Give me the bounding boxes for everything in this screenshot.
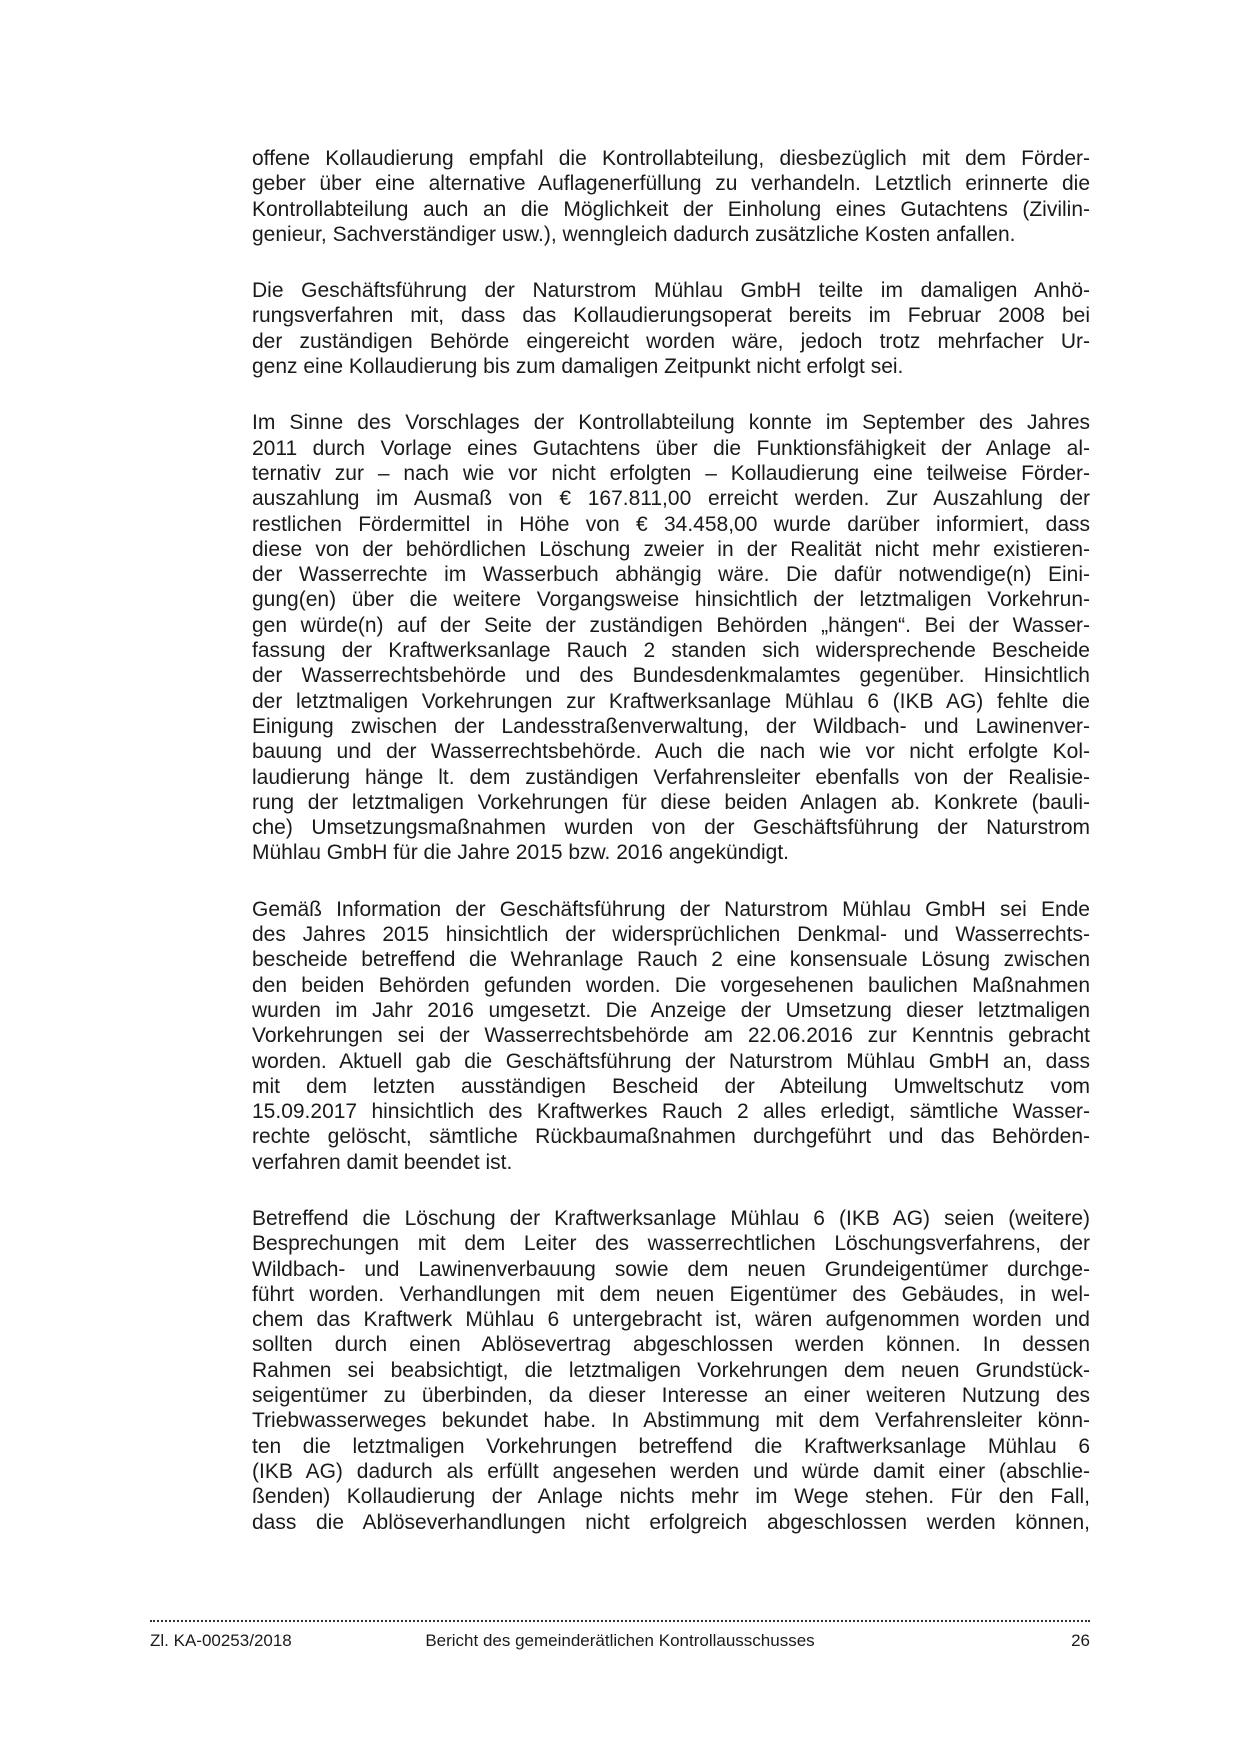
paragraph-4 [252,897,1090,1175]
text-line: offene Kollaudierung empfahl die Kontrollabteilung, diesbezüglich mit dem Förder- [252,147,1090,170]
text-line: den beiden Behörden gefunden worden. Die vorgesehenen baulichen Maßnahmen [252,973,1090,997]
paragraph-3 [252,410,1090,865]
text-line: der letztmaligen Vorkehrungen zur Kraftwerksanlage Mühlau 6 (IKB AG) fehlte die [252,689,1090,713]
text-line: bescheide betreffend die Wehranlage Rauch 2 eine konsensuale Lösung zwischen [252,948,1090,972]
text-line: Gemäß Information der Geschäftsführung der Naturstrom Mühlau GmbH sei Ende [252,897,1090,921]
paragraph-2 [252,278,1090,379]
text-line: verfahren damit beendet ist. [252,1150,513,1174]
text-line: mit dem letzten ausständigen Bescheid der Abteilung Umweltschutz vom [252,1074,1090,1098]
text-line: worden. Aktuell gab die Geschäftsführung der Naturstrom Mühlau GmbH an, dass [252,1049,1090,1073]
text-line: 2011 durch Vorlage eines Gutachtens über die Funktionsfähigkeit der Anlage al- [252,436,1090,460]
text-line: wurden im Jahr 2016 umgesetzt. Die Anzeige der Umsetzung dieser letztmaligen [252,998,1090,1022]
text-line: chem das Kraftwerk Mühlau 6 untergebracht ist, wären aufgenommen worden und [252,1308,1090,1332]
text-line: gung(en) über die weitere Vorgangsweise hinsichtlich der letztmaligen Vorkehrun- [252,588,1090,612]
text-line: genz eine Kollaudierung bis zum damaligen Zeitpunkt nicht erfolgt sei. [252,355,904,379]
text-line: Rahmen sei beabsichtigt, die letztmaligen Vorkehrungen dem neuen Grundstück- [252,1358,1090,1382]
text-line: führt worden. Verhandlungen mit dem neuen Eigentümer des Gebäudes, in wel- [252,1282,1090,1306]
page-number: 26 [1071,1631,1090,1650]
text-line: der Wasserrechtsbehörde und des Bundesdenkmalamtes gegenüber. Hinsichtlich [252,664,1090,688]
document-body [252,146,1090,1566]
text-line: Betreffend die Löschung der Kraftwerksanlage Mühlau 6 (IKB AG) seien (weitere) [252,1206,1090,1230]
text-line: rung der letztmaligen Vorkehrungen für diese beiden Anlagen ab. Konkrete (bauli- [252,790,1090,814]
text-line: sollten durch einen Ablösevertrag abgeschlossen werden können. In dessen [252,1333,1090,1357]
text-line: seigentümer zu überbinden, da dieser Interesse an einer weiteren Nutzung des [252,1384,1090,1408]
text-line: auszahlung im Ausmaß von € 167.811,00 erreicht werden. Zur Auszahlung der [252,487,1090,511]
text-line: diese von der behördlichen Löschung zweier in der Realität nicht mehr existieren- [252,537,1090,561]
text-line: (IKB AG) dadurch als erfüllt angesehen werden und würde damit einer (abschlie- [252,1459,1090,1483]
text-line: Mühlau GmbH für die Jahre 2015 bzw. 2016 angekündigt. [252,841,790,865]
report-title: Bericht des gemeinderätlichen Kontrollausschusses [425,1631,815,1650]
text-line: gen würde(n) auf der Seite der zuständigen Behörden „hängen“. Bei der Wasser- [252,613,1090,637]
text-line: der Wasserrechte im Wasserbuch abhängig wäre. Die dafür notwendige(n) Eini- [252,563,1090,587]
text-line: ßenden) Kollaudierung der Anlage nichts mehr im Wege stehen. Für den Fall, [252,1485,1090,1509]
text-line: Im Sinne des Vorschlages der Kontrollabteilung konnte im September des Jahres [252,411,1090,435]
paragraph-1 [252,146,1090,247]
text-line: rechte gelöscht, sämtliche Rückbaumaßnahmen durchgeführt und das Behörden- [252,1125,1090,1149]
text-line: Kontrollabteilung auch an die Möglichkeit der Einholung eines Gutachtens (Zivilin- [252,197,1090,221]
document-reference: Zl. KA-00253/2018 [150,1631,292,1650]
text-line: geber über eine alternative Auflagenerfüllung zu verhandeln. Letztlich erinnerte die [252,172,1090,196]
text-line: restlichen Fördermittel in Höhe von € 34.458,00 wurde darüber informiert, dass [252,512,1090,536]
text-line: Vorkehrungen sei der Wasserrechtsbehörde am 22.06.2016 zur Kenntnis gebracht [252,1024,1090,1048]
text-line: Triebwasserweges bekundet habe. In Abstimmung mit dem Verfahrensleiter könn- [252,1409,1090,1433]
text-line: bauung und der Wasserrechtsbehörde. Auch die nach wie vor nicht erfolgte Kol- [252,740,1090,764]
text-line: Besprechungen mit dem Leiter des wasserrechtlichen Löschungsverfahrens, der [252,1232,1090,1256]
text-line: des Jahres 2015 hinsichtlich der widersprüchlichen Denkmal- und Wasserrechts- [252,923,1090,947]
text-line: genieur, Sachverständiger usw.), wenngleich dadurch zusätzliche Kosten anfallen. [252,222,1016,246]
text-line: ternativ zur – nach wie vor nicht erfolgten – Kollaudierung eine teilweise Förder- [252,461,1090,485]
text-line: ten die letztmaligen Vorkehrungen betreffend die Kraftwerksanlage Mühlau 6 [252,1434,1090,1458]
text-line: Wildbach- und Lawinenverbauung sowie dem neuen Grundeigentümer durchge- [252,1257,1090,1281]
text-line: che) Umsetzungsmaßnahmen wurden von der Geschäftsführung der Naturstrom [252,816,1090,840]
text-line: Die Geschäftsführung der Naturstrom Mühlau GmbH teilte im damaligen Anhö- [252,279,1090,303]
text-line: laudierung hänge lt. dem zuständigen Verfahrensleiter ebenfalls von der Realisie- [252,765,1090,789]
footer-divider [150,1620,1090,1622]
text-line: 15.09.2017 hinsichtlich des Kraftwerkes Rauch 2 alles erledigt, sämtliche Wasser- [252,1100,1090,1124]
text-line: dass die Ablöseverhandlungen nicht erfolgreich abgeschlossen werden können, [252,1510,1090,1534]
paragraph-5 [252,1206,1090,1535]
text-line: Einigung zwischen der Landesstraßenverwaltung, der Wildbach- und Lawinenver- [252,714,1090,738]
text-line: fassung der Kraftwerksanlage Rauch 2 standen sich widersprechende Bescheide [252,639,1090,663]
text-line: der zuständigen Behörde eingereicht worden wäre, jedoch trotz mehrfacher Ur- [252,329,1090,353]
text-line: rungsverfahren mit, dass das Kollaudierungsoperat bereits im Februar 2008 bei [252,304,1090,328]
